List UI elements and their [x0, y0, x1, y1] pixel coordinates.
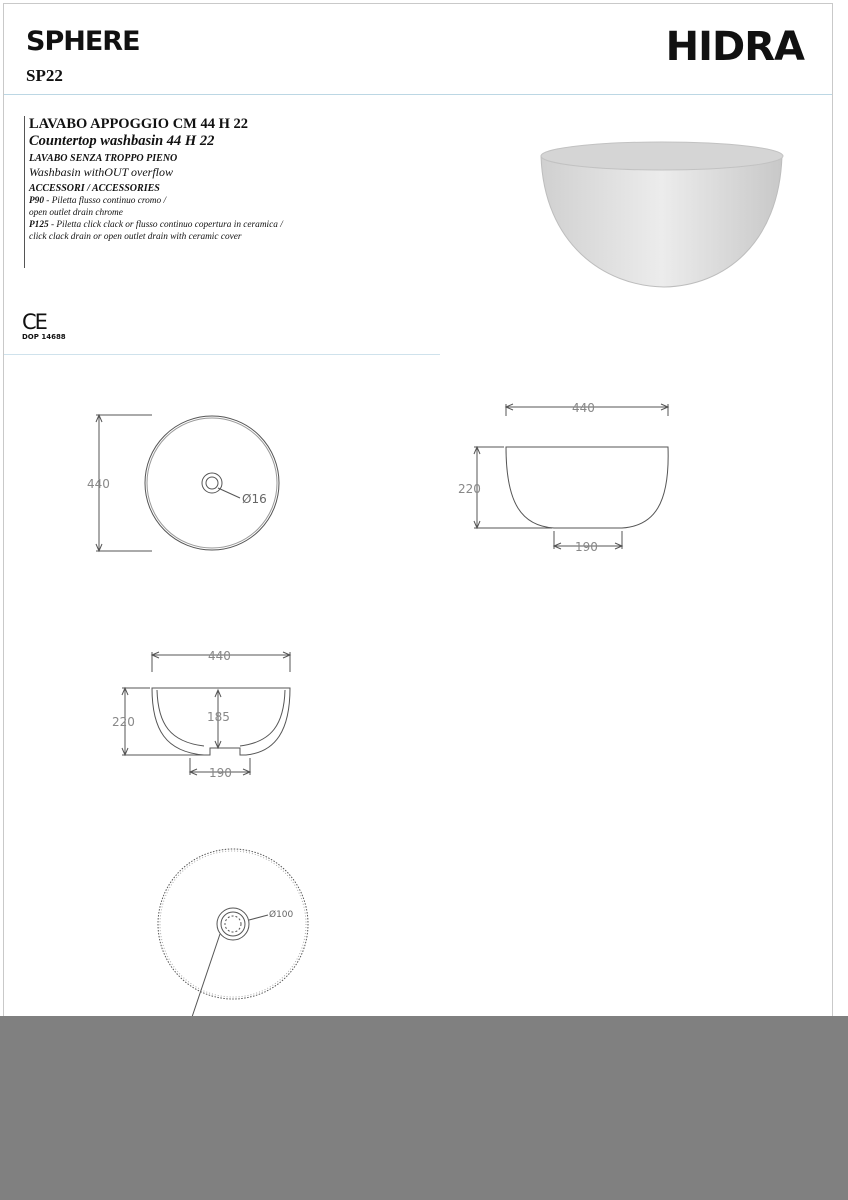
- drain-diameter: Ø16: [242, 492, 267, 506]
- title-italian: LAVABO APPOGGIO CM 44 H 22: [29, 116, 249, 132]
- section-view-inner-depth: 185: [207, 710, 230, 724]
- accessories-heading: ACCESSORI / ACCESSORIES: [29, 183, 160, 194]
- top-view-diameter: 440: [87, 477, 110, 491]
- accessory-desc-it: - Piletta click clack or flusso continuo copertura in ceramica /: [48, 220, 283, 230]
- dop-number: DOP 14688: [22, 333, 66, 341]
- side-view-base: 190: [575, 540, 598, 554]
- product-name: SPHERE: [26, 26, 140, 57]
- accessory-p90-en: open outlet drain chrome: [29, 208, 123, 218]
- section-view-base: 190: [209, 766, 232, 780]
- section-view-height: 220: [112, 715, 135, 729]
- spec-sheet: [3, 3, 833, 1017]
- accessory-p125-en: click clack drain or open outlet drain with ceramic cover: [29, 232, 242, 242]
- basin-render: [541, 142, 783, 287]
- brand-logo: HIDRA: [665, 24, 804, 70]
- bottom-outlet-diameter: Ø100: [269, 910, 294, 920]
- accessory-desc-it: - Piletta flusso continuo cromo /: [43, 196, 167, 206]
- accessory-code: P90: [29, 196, 44, 206]
- bottom-view-drawing: [158, 849, 308, 1017]
- overflow-italian: LAVABO SENZA TROPPO PIENO: [29, 153, 178, 164]
- side-view-drawing: [474, 404, 668, 549]
- side-view-width: 440: [572, 401, 595, 415]
- ce-mark: CE: [22, 310, 46, 334]
- title-english: Countertop washbasin 44 H 22: [29, 133, 215, 149]
- top-view-drawing: [96, 415, 279, 551]
- accessory-code: P125: [29, 220, 49, 230]
- page-overlay: [0, 1016, 848, 1200]
- product-code: SP22: [26, 66, 63, 85]
- section-view-drawing: [122, 652, 290, 775]
- technical-drawings: [4, 4, 832, 1017]
- side-view-height: 220: [458, 482, 481, 496]
- section-view-width: 440: [208, 649, 231, 663]
- overflow-english: Washbasin withOUT overflow: [29, 165, 174, 179]
